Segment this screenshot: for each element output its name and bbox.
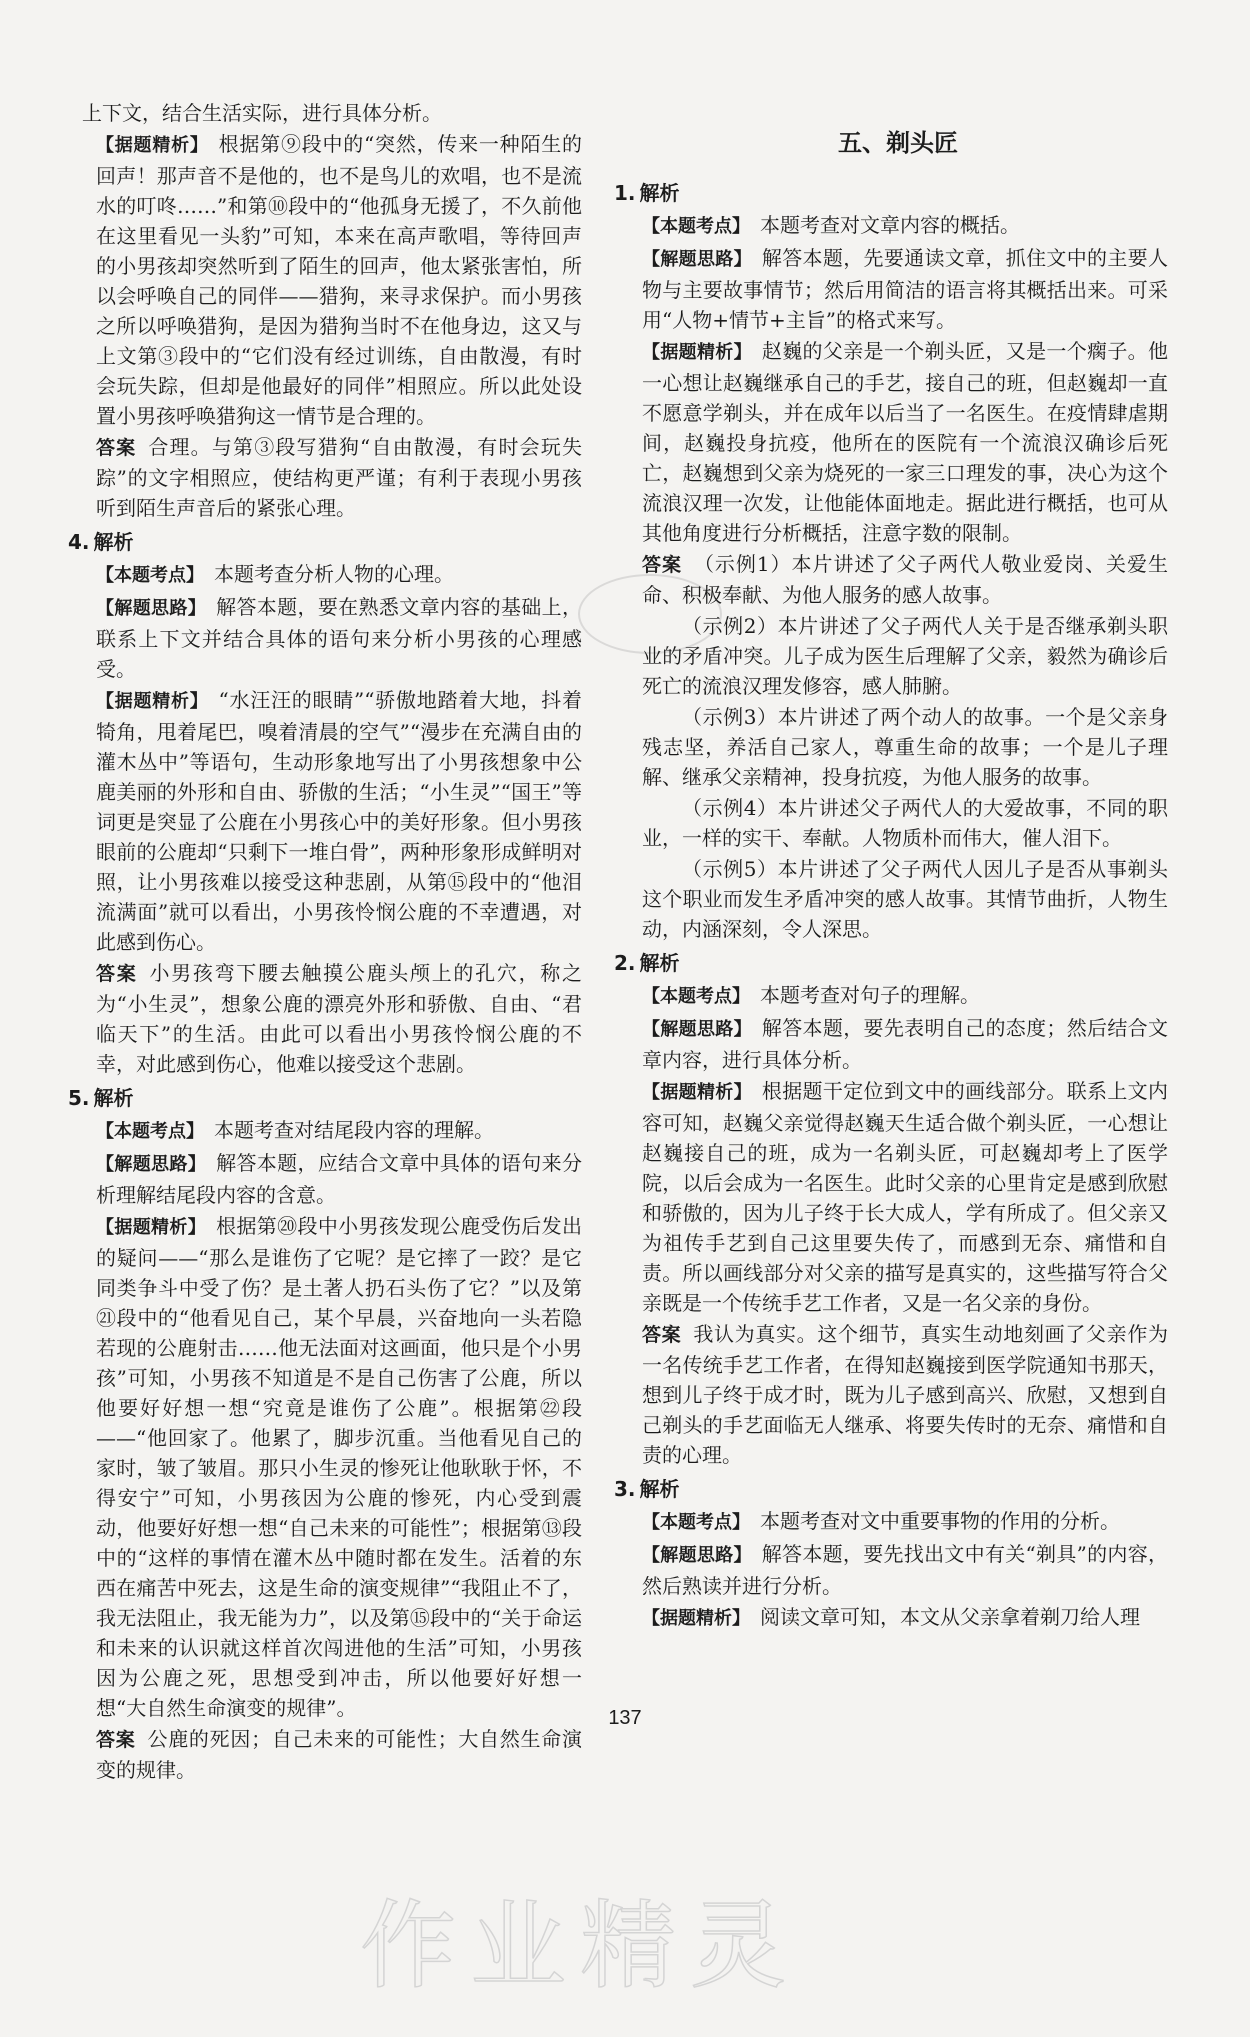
watermark-logo: 作业精灵: [360, 1890, 800, 2002]
r-q1-example-4: （示例4）本片讲述父子两代人的大爱故事，不同的职业，一样的实干、奉献。人物质朴而伟大，催人泪下。: [642, 796, 1168, 850]
intro-tail: 上下文，结合生活实际，进行具体分析。: [82, 101, 442, 125]
left-column: [68, 98, 583, 1786]
q4-answer: 答案 小男孩弯下腰去触摸公鹿头颅上的孔穴，称之为“小生灵”，想象公鹿的漂亮外形和骄傲、自由、“君临天下”的生活。由此可以看出小男孩怜悯公鹿的不幸，对此感到伤心，他难以接受这个悲剧。: [96, 961, 582, 1076]
q3-analysis: [82, 129, 582, 431]
r-q2-point: 【本题考点】 本题考查对句子的理解。: [642, 983, 980, 1007]
q5-idea: 【解题思路】 解答本题，应结合文章中具体的语句来分析理解结尾段内容的含意。: [96, 1151, 583, 1207]
q3-answer: [82, 432, 582, 523]
q3-analysis-text: 根据第⑨段中的“突然，传来一种陌生的回声！那声音不是他的，也不是鸟儿的欢唱，也不是流水的叮咚……”和第⑩段中的“他孤身无援了，不久前他在这里看见一头豹”可知，本来在高声歌唱，等待回声的小男孩却突然听到了陌生的回声，他太紧张害怕，所以会呼唤自己的同伴——猎狗，来寻求保护。而小男孩之所以呼唤猎狗，是因为猎狗当时不在他身边，这又与上文第③段中的“它们没有经过训练，自由散漫，有时会玩失踪，但却是他最好的同伴”相照应。所以此处设置小男孩呼唤猎狗这一情节是合理的。: [96, 132, 582, 428]
r-q3-heading: 3. 解析: [614, 1477, 680, 1501]
r-q1-example-2: （示例2）本片讲述了父子两代人关于是否继承剃头职业的矛盾冲突。儿子成为医生后理解了父亲，毅然为确诊后死亡的流浪汉理发修容，感人肺腑。: [642, 614, 1168, 698]
q5-heading: 5. 解析: [68, 1086, 134, 1110]
section-title: 五、剃头匠: [838, 129, 958, 157]
r-q2-analysis: 【据题精析】 根据题干定位到文中的画线部分。联系上文内容可知，赵巍父亲觉得赵巍天生适合做个剃头匠，一心想让赵巍接自己的班，成为一名剃头匠，可赵巍却考上了医学院，以后会成为一名医生。此时父亲的心里肯定是感到欣慰和骄傲的，因为儿子终于长大成人，学有所成了。但父亲又为祖传手艺到自己这里要失传了，而感到无奈、痛惜和自责。所以画线部分对父亲的描写是真实的，这些描写符合父亲既是一个传统手艺工作者，又是一名父亲的身份。: [642, 1079, 1169, 1315]
r-q3-analysis: 【据题精析】 阅读文章可知，本文从父亲拿着剃刀给人理: [642, 1605, 1140, 1629]
q4-analysis: 【据题精析】 “水汪汪的眼睛”“骄傲地踏着大地，抖着犄角，甩着尾巴，嗅着清晨的空气”“漫步在充满自由的灌木丛中”等语句，生动形象地写出了小男孩想象中公鹿美丽的外形和自由、骄傲的生活；“小生灵”“国王”等词更是突显了公鹿在小男孩心中的美好形象。但小男孩眼前的公鹿却“只剩下一堆白骨”，两种形象形成鲜明对照，让小男孩难以接受这种悲剧，从第⑮段中的“他泪流满面”就可以看出，小男孩怜悯公鹿的不幸遭遇，对此感到伤心。: [96, 688, 583, 954]
q5-analysis: 【据题精析】 根据第⑳段中小男孩发现公鹿受伤后发出的疑问——“那么是谁伤了它呢？是它摔了一跤？是它同类争斗中受了伤？是土著人扔石头伤了它？”以及第㉑段中的“他看见自己，某个早晨，兴奋地向一头若隐若现的公鹿射击……他无法面对这画面，他只是个小男孩”可知，小男孩不知道是不是自己伤害了公鹿，所以他要好好想一想“究竟是谁伤了公鹿”。根据第㉒段——“他回家了。他累了，脚步沉重。当他看见自己的家时，皱了皱眉。那只小生灵的惨死让他耿耿于怀，不得安宁”可知，小男孩因为公鹿的惨死，内心受到震动，他要好好想一想“自己未来的可能性”；根据第⑬段中的“这样的事情在灌木丛中随时都在发生。活着的东西在痛苦中死去，这是生命的演变规律”“我阻止不了，我无法阻止，我无能为力”，以及第⑮段中的“关于命运和未来的认识就这样首次闯进他的生活”可知，小男孩因为公鹿之死，思想受到冲击，所以他要好好想一想“大自然生命演变的规律”。: [96, 1214, 583, 1720]
q4-idea: 【解题思路】 解答本题，要在熟悉文章内容的基础上，联系上下文并结合具体的语句来分析小男孩的心理感受。: [96, 595, 583, 681]
answer-tag: 答案: [96, 437, 137, 459]
r-q1-point: 【本题考点】 本题考查对文章内容的概括。: [642, 213, 1020, 237]
r-q2-heading: 2. 解析: [614, 951, 680, 975]
r-q1-example-5: （示例5）本片讲述了父子两代人因儿子是否从事剃头这个职业而发生矛盾冲突的感人故事。其情节曲折，人物生动，内涵深刻，令人深思。: [642, 857, 1168, 941]
q5-answer: 答案 公鹿的死因；自己未来的可能性；大自然生命演变的规律。: [96, 1727, 582, 1782]
page-number: 137: [608, 1707, 642, 1729]
analysis-tag: 【据题精析】: [96, 135, 209, 156]
q5-point: 【本题考点】 本题考查对结尾段内容的理解。: [96, 1118, 494, 1142]
r-q3-point: 【本题考点】 本题考查对文中重要事物的作用的分析。: [642, 1509, 1120, 1533]
r-q1-answer: 答案 （示例1）本片讲述了父子两代人敬业爱岗、关爱生命、积极奉献、为他人服务的感人故事。: [642, 552, 1168, 607]
q4-point: 【本题考点】 本题考查分析人物的心理。: [96, 562, 454, 586]
r-q1-example-3: （示例3）本片讲述了两个动人的故事。一个是父亲身残志坚，养活自己家人，尊重生命的故事；一个是儿子理解、继承父亲精神，投身抗疫，为他人服务的故事。: [642, 705, 1168, 789]
r-q1-analysis: 【据题精析】 赵巍的父亲是一个剃头匠，又是一个瘸子。他一心想让赵巍继承自己的手艺，接自己的班，但赵巍却一直不愿意学剃头，并在成年以后当了一名医生。在疫情肆虐期间，赵巍投身抗疫，他所在的医院有一个流浪汉确诊后死亡，赵巍想到父亲为烧死的一家三口理发的事，决心为这个流浪汉理一次发，让他能体面地走。据此进行概括，也可从其他角度进行分析概括，注意字数的限制。: [642, 339, 1169, 545]
q4-heading: 4. 解析: [68, 530, 134, 554]
r-q3-idea: 【解题思路】 解答本题，要先找出文中有关“剃具”的内容，然后熟读并进行分析。: [642, 1542, 1169, 1598]
r-q2-idea: 【解题思路】 解答本题，要先表明自己的态度；然后结合文章内容，进行具体分析。: [642, 1016, 1169, 1072]
r-q1-idea: 【解题思路】 解答本题，先要通读文章，抓住文中的主要人物与主要故事情节；然后用简洁的语言将其概括出来。可采用“人物+情节+主旨”的格式来写。: [642, 246, 1169, 332]
right-column: [614, 98, 1169, 1635]
r-q1-heading: 1. 解析: [614, 181, 680, 205]
r-q2-answer: 答案 我认为真实。这个细节，真实生动地刻画了父亲作为一名传统手艺工作者，在得知赵巍接到医学院通知书那天，想到儿子终于成才时，既为儿子感到高兴、欣慰，又想到自己剃头的手艺面临无人继承、将要失传时的无奈、痛惜和自责的心理。: [642, 1322, 1168, 1467]
q3-answer-text: 合理。与第③段写猎狗“自由散漫，有时会玩失踪”的文字相照应，使结构更严谨；有利于表现小男孩听到陌生声音后的紧张心理。: [96, 435, 582, 520]
